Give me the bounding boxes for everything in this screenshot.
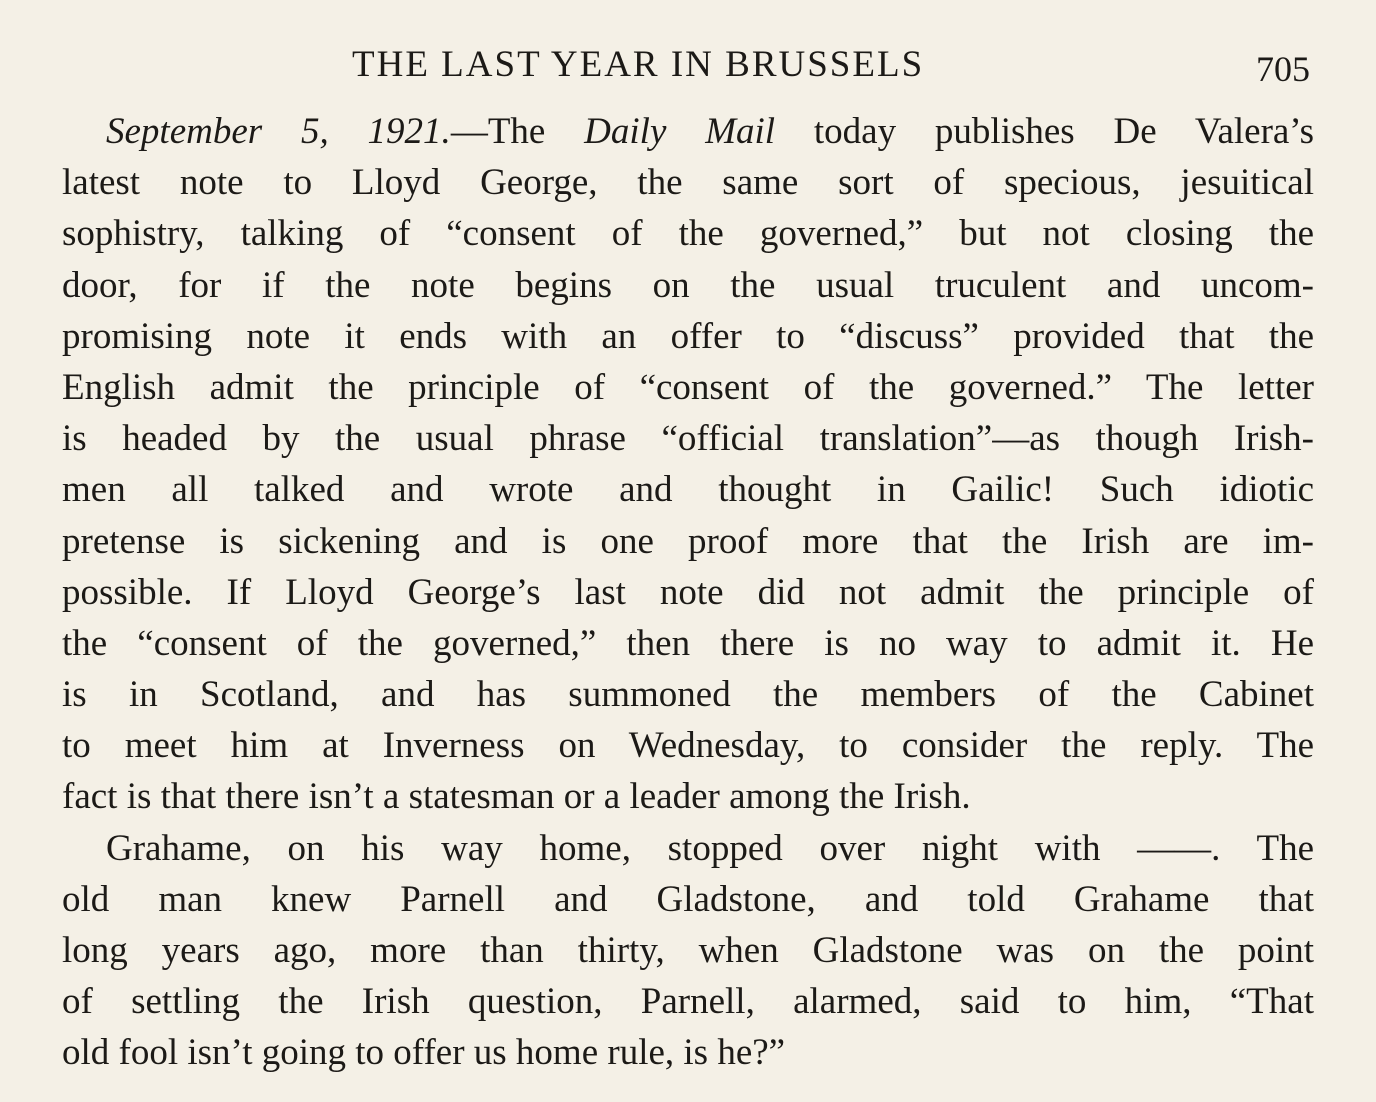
text-span: today publishes De Valera’s	[775, 111, 1314, 152]
newspaper-title: Daily Mail	[584, 111, 776, 152]
running-head	[0, 40, 1376, 90]
body-text	[62, 106, 1314, 1079]
text-line: fact is that there isn’t a statesman or a leader among the Irish.	[62, 776, 971, 818]
text-line: old man knew Parnell and Gladstone, and told Grahame that	[62, 878, 1314, 920]
text-line: the “consent of the governed,” then there is no way to admit it. He	[62, 622, 1314, 664]
text-line: men all talked and wrote and thought in Gailic! Such idiotic	[62, 469, 1314, 511]
text-line: possible. If Lloyd George’s last note did not admit the principle of	[62, 571, 1314, 613]
text-line: to meet him at Inverness on Wednesday, to consider the reply. The	[62, 725, 1314, 767]
text-line: English admit the principle of “consent of the governed.” The letter	[62, 366, 1314, 408]
text-line: old fool isn’t going to offer us home rule, is he?”	[62, 1032, 786, 1074]
page-number: 705	[1256, 49, 1310, 89]
text-line: pretense is sickening and is one proof more that the Irish are im-	[62, 520, 1314, 562]
text-span: —The	[450, 111, 585, 152]
text-line: door, for if the note begins on the usual truculent and uncom-	[62, 264, 1314, 306]
text-line: Grahame, on his way home, stopped over night with ——. The	[106, 827, 1314, 869]
text-line: promising note it ends with an offer to “discuss” provided that the	[62, 315, 1314, 357]
text-line: is in Scotland, and has summoned the members of the Cabinet	[62, 674, 1314, 716]
chapter-title: THE LAST YEAR IN BRUSSELS	[352, 44, 925, 85]
text-line: sophistry, talking of “consent of the governed,” but not closing the	[62, 213, 1314, 255]
text-line	[62, 106, 1314, 157]
text-line: of settling the Irish question, Parnell, alarmed, said to him, “That	[62, 981, 1314, 1023]
text-line: long years ago, more than thirty, when Gladstone was on the point	[62, 930, 1314, 971]
entry-date: September 5, 1921.	[106, 111, 451, 152]
text-line: is headed by the usual phrase “official translation”—as though Irish-	[62, 418, 1314, 460]
text-line: latest note to Lloyd George, the same sort of specious, jesuitical	[62, 162, 1314, 204]
